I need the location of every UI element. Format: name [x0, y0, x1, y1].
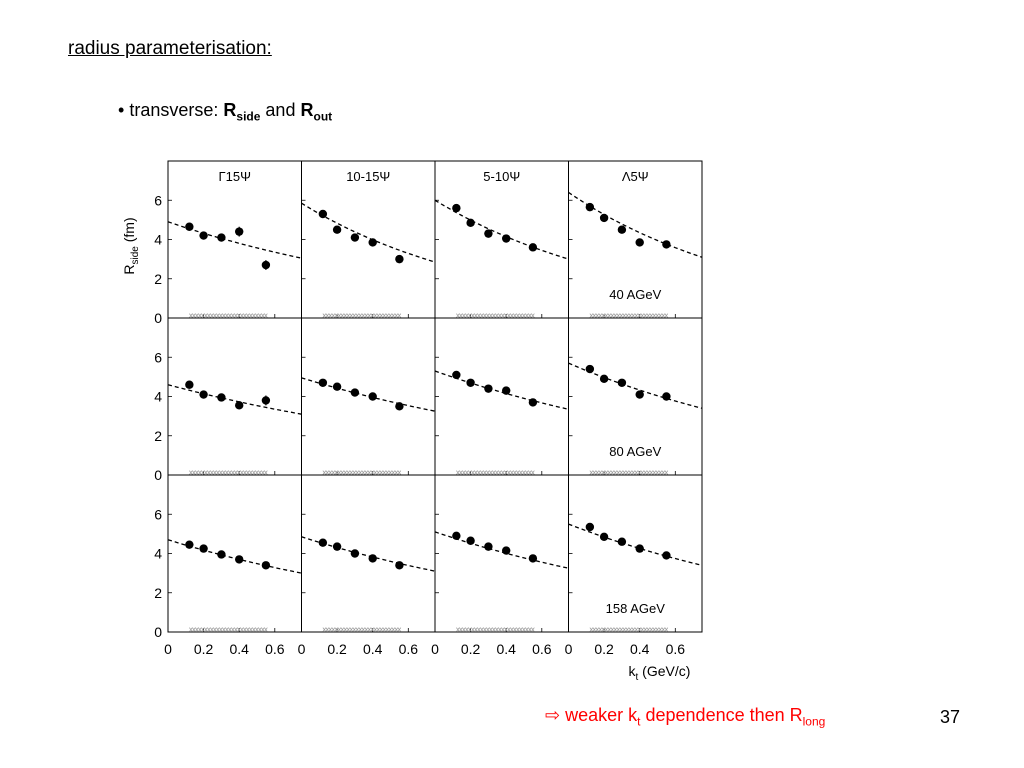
data-point — [618, 225, 626, 233]
data-point — [319, 379, 327, 387]
data-point — [351, 233, 359, 241]
data-point — [262, 561, 270, 569]
data-point — [466, 379, 474, 387]
panel-frame — [435, 318, 569, 475]
data-point — [600, 533, 608, 541]
data-point — [466, 219, 474, 227]
data-point — [484, 229, 492, 237]
data-point — [600, 375, 608, 383]
x-tick-label: 0.6 — [532, 641, 552, 657]
data-point — [319, 210, 327, 218]
page-number: 37 — [940, 707, 961, 727]
data-point — [369, 238, 377, 246]
data-point — [369, 392, 377, 400]
data-point — [618, 379, 626, 387]
data-point — [636, 390, 644, 398]
data-point — [185, 223, 193, 231]
data-point — [199, 231, 207, 239]
y-tick-label: 2 — [154, 584, 162, 601]
y-tick-label: 6 — [154, 349, 162, 366]
panel-frame — [168, 475, 302, 632]
column-header: 10-15Ψ — [346, 169, 391, 184]
data-point — [185, 540, 193, 548]
column-header: Λ5Ψ — [621, 169, 649, 184]
panel-frame — [302, 161, 436, 318]
data-point — [502, 386, 510, 394]
data-point — [529, 398, 537, 406]
data-point — [235, 401, 243, 409]
x-tick-label: 0.2 — [594, 641, 614, 657]
data-point — [262, 396, 270, 404]
fit-curve — [569, 192, 703, 257]
y-tick-label: 6 — [154, 506, 162, 523]
data-point — [529, 554, 537, 562]
x-tick-label: 0.4 — [496, 641, 516, 657]
data-point — [235, 227, 243, 235]
data-point — [395, 561, 403, 569]
data-point — [351, 549, 359, 557]
panel-frame — [168, 318, 302, 475]
column-header: 5-10Ψ — [483, 169, 521, 184]
data-point — [502, 546, 510, 554]
panel-frame — [168, 161, 302, 318]
data-point — [217, 550, 225, 558]
y-axis-title: $R_{side}$ (fm) — [121, 217, 141, 275]
data-point — [502, 234, 510, 242]
x-axis-title: $k_t$ (GeV/c) — [628, 663, 691, 683]
x-tick-label: 0.6 — [398, 641, 419, 657]
bullet-line — [118, 100, 332, 124]
r-side-label: $R_{side}$ — [223, 100, 261, 124]
data-point — [452, 371, 460, 379]
panel-frame — [302, 475, 436, 632]
y-tick-label: 4 — [154, 545, 162, 562]
slide-title: radius parameterisation: — [68, 38, 272, 59]
y-tick-label: 2 — [154, 270, 162, 287]
bullet-marker: • — [118, 100, 125, 120]
data-point — [618, 538, 626, 546]
y-tick-label: 0 — [154, 467, 162, 483]
y-tick-label: 4 — [154, 231, 162, 248]
data-point — [484, 542, 492, 550]
x-tick-label: 0 — [164, 641, 172, 657]
x-tick-label: 0.6 — [665, 641, 686, 657]
fit-curve — [168, 385, 302, 415]
data-point — [262, 261, 270, 269]
x-tick-label: 0.6 — [265, 641, 285, 657]
data-point — [185, 381, 193, 389]
data-point — [636, 544, 644, 552]
x-tick-label: 0.4 — [229, 641, 249, 657]
rside-kt-chart — [110, 155, 720, 685]
energy-label: 40 AGeV — [609, 287, 662, 302]
panel-frame — [435, 475, 569, 632]
energy-label: 158 AGeV — [605, 601, 665, 616]
data-point — [395, 255, 403, 263]
x-tick-label: 0.2 — [327, 641, 347, 657]
data-point — [333, 542, 341, 550]
data-point — [351, 388, 359, 396]
data-point — [199, 390, 207, 398]
y-tick-label: 0 — [154, 310, 162, 326]
data-point — [636, 238, 644, 246]
data-point — [369, 554, 377, 562]
panel-frame — [435, 161, 569, 318]
and-text: and — [265, 100, 296, 120]
conclusion-note: ⇨ weaker $k_t$ dependence then $R_{long}$ — [545, 705, 826, 729]
data-point — [452, 204, 460, 212]
data-point — [484, 384, 492, 392]
column-header: Γ15Ψ — [218, 169, 251, 184]
x-tick-label: 0.2 — [193, 641, 214, 657]
y-tick-label: 6 — [154, 192, 162, 209]
data-point — [217, 393, 225, 401]
data-point — [586, 365, 594, 373]
x-tick-label: 0 — [564, 641, 573, 657]
x-tick-label: 0.4 — [362, 641, 383, 657]
data-point — [199, 544, 207, 552]
data-point — [452, 532, 460, 540]
data-point — [466, 537, 474, 545]
panel-frame — [302, 318, 436, 475]
data-point — [662, 240, 670, 248]
data-point — [319, 539, 327, 547]
y-tick-label: 2 — [154, 427, 162, 444]
data-point — [333, 382, 341, 390]
data-point — [586, 523, 594, 531]
data-point — [586, 203, 594, 211]
data-point — [662, 392, 670, 400]
data-point — [662, 551, 670, 559]
r-out-label: $R_{out}$ — [300, 100, 333, 124]
bullet-text: transverse: — [129, 100, 219, 120]
data-point — [529, 243, 537, 251]
x-tick-label: 0.2 — [460, 641, 481, 657]
x-tick-label: 0.4 — [629, 641, 650, 657]
data-point — [235, 555, 243, 563]
data-point — [217, 233, 225, 241]
data-point — [395, 402, 403, 410]
y-tick-label: 4 — [154, 388, 162, 405]
x-tick-label: 0 — [297, 641, 306, 657]
data-point — [600, 214, 608, 222]
arrow-icon: ⇨ — [545, 705, 561, 725]
energy-label: 80 AGeV — [609, 444, 662, 459]
data-point — [333, 225, 341, 233]
y-tick-label: 0 — [154, 624, 162, 640]
x-tick-label: 0 — [431, 641, 439, 657]
